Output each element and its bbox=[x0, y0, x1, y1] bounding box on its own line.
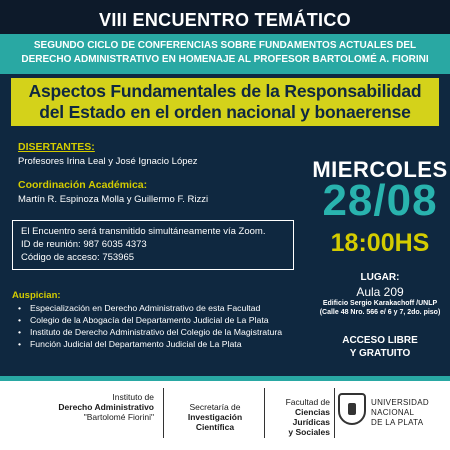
building: Edificio Sergio Karakachoff /UNLP bbox=[322, 300, 438, 307]
unlp-line-1: UNIVERSIDAD bbox=[371, 398, 429, 407]
facultad-line-3: y Sociales bbox=[288, 427, 330, 437]
secretaria-logo-text bbox=[170, 402, 260, 432]
access-line-2: Y GRATUITO bbox=[349, 348, 411, 359]
footer-divider bbox=[163, 388, 164, 438]
sponsor-item: • Especialización en Derecho Administrativo de esta Facultad bbox=[18, 302, 318, 314]
room: Aula 209 bbox=[356, 285, 404, 299]
zoom-meeting-id: ID de reunión: 987 6035 4373 bbox=[21, 239, 147, 250]
access-line-1: ACCESO LIBRE bbox=[342, 335, 418, 346]
event-date: 28/08 bbox=[322, 176, 438, 225]
secretaria-line-1: Secretaría de bbox=[189, 402, 241, 412]
sponsor-item: • Instituto de Derecho Administrativo del Colegio de la Magistratura bbox=[18, 326, 318, 338]
subtitle-line-2: DERECHO ADMINISTRATIVO EN HOMENAJE AL PROFESOR BARTOLOMÉ A. FIORINI bbox=[21, 54, 429, 65]
institute-line-3: "Bartolomé Fiorini" bbox=[83, 412, 154, 422]
topic-line-2: del Estado en el orden nacional y bonaerense bbox=[39, 102, 411, 122]
subtitle-line-1: SEGUNDO CICLO DE CONFERENCIAS SOBRE FUNDAMENTOS ACTUALES DEL bbox=[33, 40, 417, 51]
institute-logo-text bbox=[14, 392, 154, 422]
sponsors-list bbox=[18, 302, 318, 350]
unlp-line-2: NACIONAL bbox=[371, 408, 415, 417]
facultad-logo-text bbox=[268, 397, 330, 437]
event-day: MIERCOLES bbox=[312, 157, 448, 182]
footer-divider bbox=[334, 388, 335, 438]
speakers-label: DISERTANTES: bbox=[18, 141, 95, 153]
unlp-line-3: DE LA PLATA bbox=[371, 418, 424, 427]
footer-divider bbox=[264, 388, 265, 438]
place-label: LUGAR: bbox=[360, 272, 400, 283]
topic-band bbox=[11, 78, 439, 126]
speakers-names: Profesores Irina Leal y José Ignacio López bbox=[18, 156, 198, 167]
event-title: VIII ENCUENTRO TEMÁTICO bbox=[0, 0, 450, 40]
footer-accent-bar bbox=[0, 376, 450, 381]
address: (Calle 48 Nro. 566 e/ 6 y 7, 2do. piso) bbox=[319, 309, 441, 316]
event-time: 18:00HS bbox=[330, 229, 430, 257]
sponsor-item: • Función Judicial del Departamento Judicial de La Plata bbox=[18, 338, 318, 350]
facultad-line-1: Facultad de bbox=[285, 397, 330, 407]
zoom-access-code: Código de acceso: 753965 bbox=[21, 252, 135, 263]
topic-line-1: Aspectos Fundamentales de la Responsabilidad bbox=[28, 81, 422, 101]
unlp-logo-text bbox=[371, 398, 447, 428]
institute-line-2: Derecho Administrativo bbox=[58, 402, 154, 412]
sponsor-item: • Colegio de la Abogacía del Departamento Judicial de La Plata bbox=[18, 314, 318, 326]
facultad-line-2: Ciencias Jurídicas bbox=[292, 407, 330, 427]
secretaria-line-2: Investigación Científica bbox=[187, 412, 243, 432]
coordination-names: Martín R. Espinoza Molla y Guillermo F. Rizzi bbox=[18, 194, 209, 205]
sponsors-label: Auspician: bbox=[12, 290, 61, 301]
unlp-seal-icon bbox=[338, 393, 366, 425]
institute-line-1: Instituto de bbox=[112, 392, 154, 402]
coordination-label: Coordinación Académica: bbox=[18, 179, 148, 191]
zoom-info-box bbox=[12, 220, 294, 270]
access-info bbox=[310, 334, 450, 360]
zoom-notice: El Encuentro será transmitido simultáneamente vía Zoom. bbox=[21, 226, 266, 237]
subtitle-band bbox=[0, 34, 450, 74]
